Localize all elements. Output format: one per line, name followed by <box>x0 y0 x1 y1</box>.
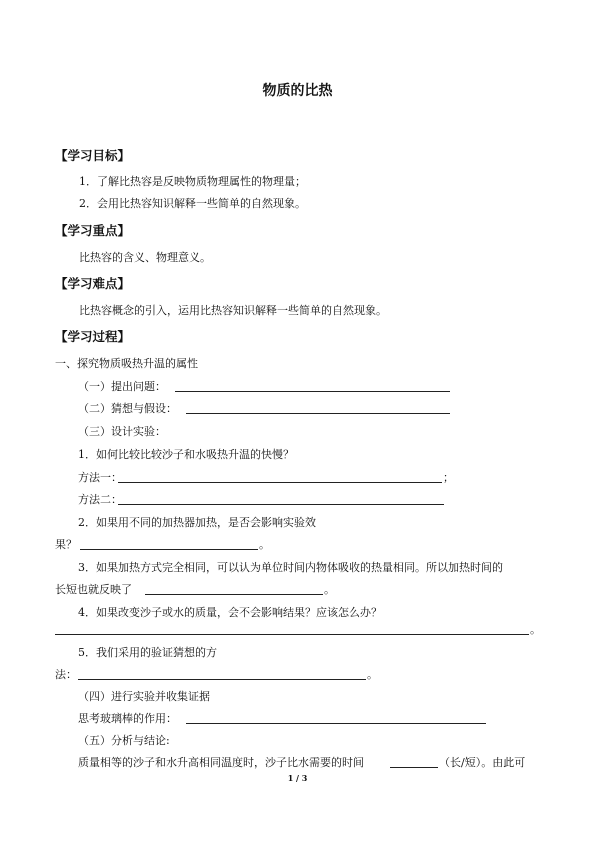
question-text: 4．如果改变沙子或水的质量，会不会影响结果？应该怎么办？ <box>78 606 382 619</box>
section-heading-key-points: 【学习重点】 <box>55 223 131 238</box>
question-text: 1．如何比较比较沙子和水吸热升温的快慢？ <box>78 448 294 461</box>
answer-blank[interactable] <box>55 634 529 635</box>
question-text: （长/短）。由此可 <box>439 756 526 769</box>
answer-blank[interactable] <box>186 723 486 724</box>
question-text: 果？ <box>55 538 77 551</box>
method-label: 方法一： <box>78 471 122 484</box>
answer-blank[interactable] <box>175 391 450 392</box>
answer-blank[interactable] <box>145 594 323 595</box>
objective-item: 2．会用比热容知识解释一些简单的自然现象。 <box>79 197 306 210</box>
question-text: 3．如果加热方式完全相同，可以认为单位时间内物体吸收的热量相同。所以加热时间的 <box>78 561 503 574</box>
question-label: （三）设计实验： <box>78 425 166 438</box>
key-points-text: 比热容的含义、物理意义。 <box>79 251 211 264</box>
question-text: 长短也就反映了 <box>55 583 132 596</box>
punctuation: 。 <box>259 538 270 551</box>
answer-blank[interactable] <box>80 549 258 550</box>
difficulties-text: 比热容概念的引入，运用比热容知识解释一些简单的自然现象。 <box>79 304 387 317</box>
section-heading-process: 【学习过程】 <box>55 329 131 344</box>
answer-blank[interactable] <box>390 767 438 768</box>
question-text: 质量相等的沙子和水升高相同温度时，沙子比水需要的时间 <box>78 756 364 769</box>
punctuation: 。 <box>367 668 378 681</box>
answer-blank[interactable] <box>118 504 444 505</box>
section-heading-objectives: 【学习目标】 <box>55 148 131 163</box>
punctuation: 。 <box>530 623 541 636</box>
punctuation: ； <box>443 471 454 484</box>
question-label: （五）分析与结论: <box>78 734 170 747</box>
question-text: 2．如果用不同的加热器加热，是否会影响实验效 <box>78 516 316 529</box>
question-text: 5．我们采用的验证猜想的方 <box>78 646 217 659</box>
page-title: 物质的比热 <box>262 83 333 99</box>
answer-blank[interactable] <box>118 482 442 483</box>
question-label: （一）提出问题： <box>78 380 166 393</box>
answer-blank[interactable] <box>78 679 366 680</box>
part-heading: 一、探究物质吸热升温的属性 <box>55 357 198 370</box>
objective-item: 1．了解比热容是反映物质物理属性的物理量； <box>79 175 306 188</box>
section-heading-difficulties: 【学习难点】 <box>55 276 131 291</box>
answer-blank[interactable] <box>186 413 450 414</box>
question-text: 法： <box>55 668 77 681</box>
question-label: （四）进行实验并收集证据 <box>78 690 210 703</box>
question-text: 思考玻璃棒的作用： <box>78 712 177 725</box>
page-number: 1 / 3 <box>287 773 308 783</box>
method-label: 方法二： <box>78 493 122 506</box>
punctuation: 。 <box>324 583 335 596</box>
question-label: （二）猜想与假设： <box>78 402 177 415</box>
